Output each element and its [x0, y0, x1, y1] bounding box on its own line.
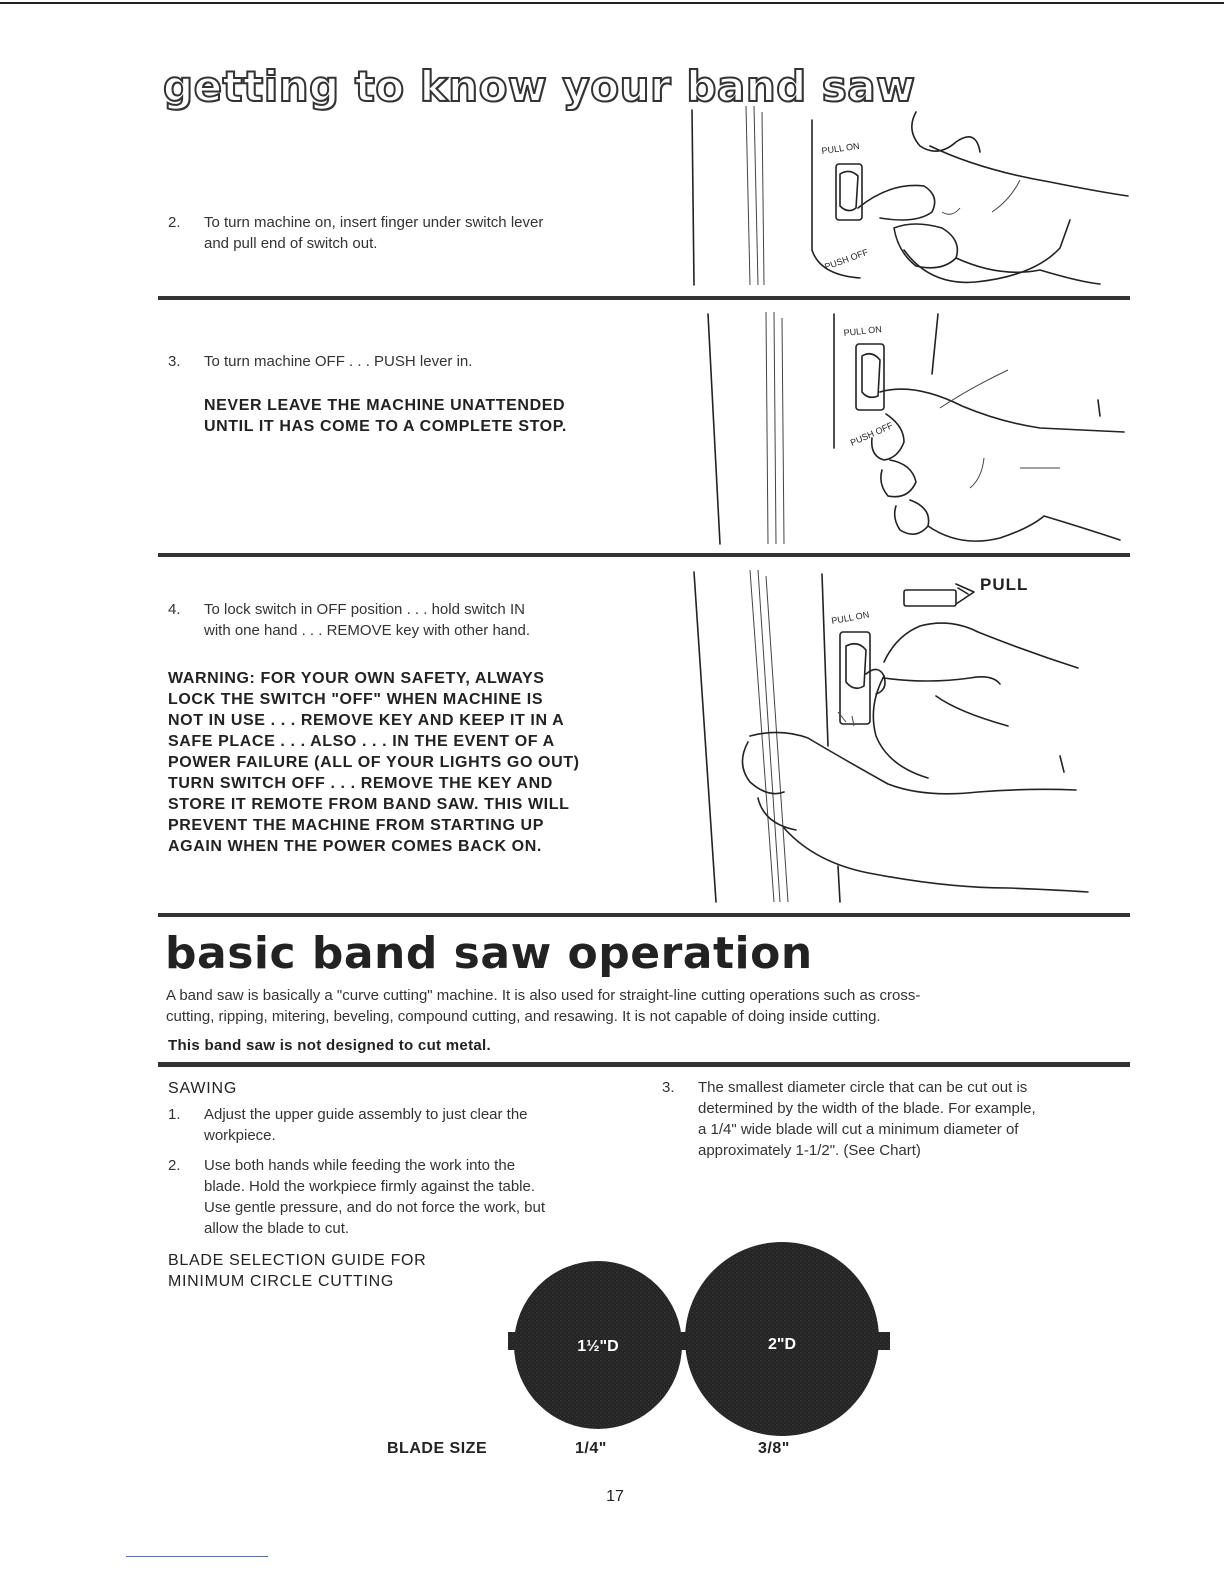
step-3-line: To turn machine OFF . . . PUSH lever in. — [204, 353, 473, 370]
sawing-item-3-line-1: The smallest diameter circle that can be cut out is — [698, 1079, 1028, 1096]
minimum-circle-chart — [500, 1240, 900, 1440]
blade-selection-heading-line-2: MINIMUM CIRCLE CUTTING — [168, 1273, 395, 1290]
warning-line-9: AGAIN WHEN THE POWER COMES BACK ON. — [168, 838, 542, 855]
intro-paragraph — [166, 985, 1126, 1027]
blade-size-label: BLADE SIZE — [387, 1440, 488, 1457]
intro-line-1: A band saw is basically a "curve cutting" machine. It is also used for straight-line cutting operations such as cross- — [166, 987, 921, 1004]
label-pull: PULL — [980, 575, 1029, 594]
footer-line — [126, 1556, 268, 1557]
blade-selection-heading — [168, 1250, 426, 1292]
warning-line-1: WARNING: FOR YOUR OWN SAFETY, ALWAYS — [168, 670, 545, 687]
divider-rule-1 — [158, 296, 1130, 300]
sawing-item-2-line-4: allow the blade to cut. — [204, 1220, 350, 1237]
illustration-push-switch-off — [700, 308, 1130, 546]
sawing-item-2-line-1: Use both hands while feeding the work into the — [204, 1157, 516, 1174]
sawing-heading: SAWING — [168, 1080, 238, 1097]
illustration-remove-key — [688, 566, 1130, 906]
step-4 — [168, 599, 648, 643]
step-3-warning-line-2: UNTIL IT HAS COME TO A COMPLETE STOP. — [204, 418, 567, 435]
sawing-item-2 — [168, 1155, 638, 1241]
warning-line-5: POWER FAILURE (ALL OF YOUR LIGHTS GO OUT) — [168, 754, 580, 771]
sawing-item-3-line-2: determined by the width of the blade. For example, — [698, 1100, 1036, 1117]
metal-warning-note: This band saw is not designed to cut metal. — [168, 1037, 491, 1054]
lock-switch-warning — [168, 668, 638, 857]
step-2 — [168, 212, 648, 256]
divider-rule-4 — [158, 1062, 1130, 1067]
step-2-line-2: and pull end of switch out. — [204, 235, 378, 252]
step-2-line-1: To turn machine on, insert finger under switch lever — [204, 214, 544, 231]
sawing-item-1 — [168, 1104, 638, 1148]
label-push-off-1: PUSH OFF — [823, 246, 870, 272]
step-3-warning-line-1: NEVER LEAVE THE MACHINE UNATTENDED — [204, 397, 566, 414]
sawing-item-3-line-3: a 1/4" wide blade will cut a minimum diameter of — [698, 1121, 1019, 1138]
blade-size-three-eighths: 3/8" — [758, 1440, 790, 1457]
warning-line-8: PREVENT THE MACHINE FROM STARTING UP — [168, 817, 544, 834]
illustration-pull-switch-on — [680, 100, 1130, 290]
step-4-line-1: To lock switch in OFF position . . . hold switch IN — [204, 601, 525, 618]
step-4-number: 4. — [168, 601, 181, 618]
section-title-basic-operation: basic band saw operation — [165, 928, 813, 979]
label-pull-on-1: PULL ON — [820, 140, 861, 156]
top-border-rule — [0, 2, 1224, 4]
page-number: 17 — [606, 1488, 624, 1505]
sawing-item-2-line-3: Use gentle pressure, and do not force the work, but — [204, 1199, 546, 1216]
label-push-off-2: PUSH OFF — [848, 420, 895, 448]
intro-line-2: cutting, ripping, mitering, beveling, compound cutting, and resawing. It is not capable of doing inside cutting. — [166, 1008, 881, 1025]
warning-line-4: SAFE PLACE . . . ALSO . . . IN THE EVENT OF A — [168, 733, 555, 750]
divider-rule-2 — [158, 553, 1130, 557]
section-title-getting-to-know: getting to know your band saw — [163, 62, 916, 111]
sawing-item-2-line-2: blade. Hold the workpiece firmly against the table. — [204, 1178, 536, 1195]
step-3-number: 3. — [168, 353, 181, 370]
label-pull-on-2: PULL ON — [843, 324, 883, 338]
warning-line-6: TURN SWITCH OFF . . . REMOVE THE KEY AND — [168, 775, 553, 792]
step-3-warning — [204, 395, 654, 437]
warning-line-3: NOT IN USE . . . REMOVE KEY AND KEEP IT IN A — [168, 712, 565, 729]
divider-rule-3 — [158, 913, 1130, 917]
label-pull-on-3: PULL ON — [830, 609, 870, 626]
blade-size-quarter: 1/4" — [575, 1440, 607, 1457]
sawing-item-1-line-1: Adjust the upper guide assembly to just clear the — [204, 1106, 528, 1123]
step-2-number: 2. — [168, 214, 181, 231]
sawing-item-1-number: 1. — [168, 1106, 181, 1123]
warning-line-2: LOCK THE SWITCH "OFF" WHEN MACHINE IS — [168, 691, 544, 708]
sawing-item-1-line-2: workpiece. — [204, 1127, 276, 1144]
sawing-item-3-number: 3. — [662, 1079, 675, 1096]
sawing-item-3-line-4: approximately 1-1/2". (See Chart) — [698, 1142, 921, 1159]
warning-line-7: STORE IT REMOTE FROM BAND SAW. THIS WILL — [168, 796, 570, 813]
circle-2-diameter-label: 2"D — [767, 1336, 797, 1353]
circle-1-diameter-label: 1½"D — [577, 1338, 619, 1355]
sawing-item-3 — [662, 1077, 1132, 1163]
step-3 — [168, 351, 648, 373]
blade-selection-heading-line-1: BLADE SELECTION GUIDE FOR — [168, 1252, 427, 1269]
step-4-line-2: with one hand . . . REMOVE key with other hand. — [204, 622, 531, 639]
sawing-item-2-number: 2. — [168, 1157, 181, 1174]
